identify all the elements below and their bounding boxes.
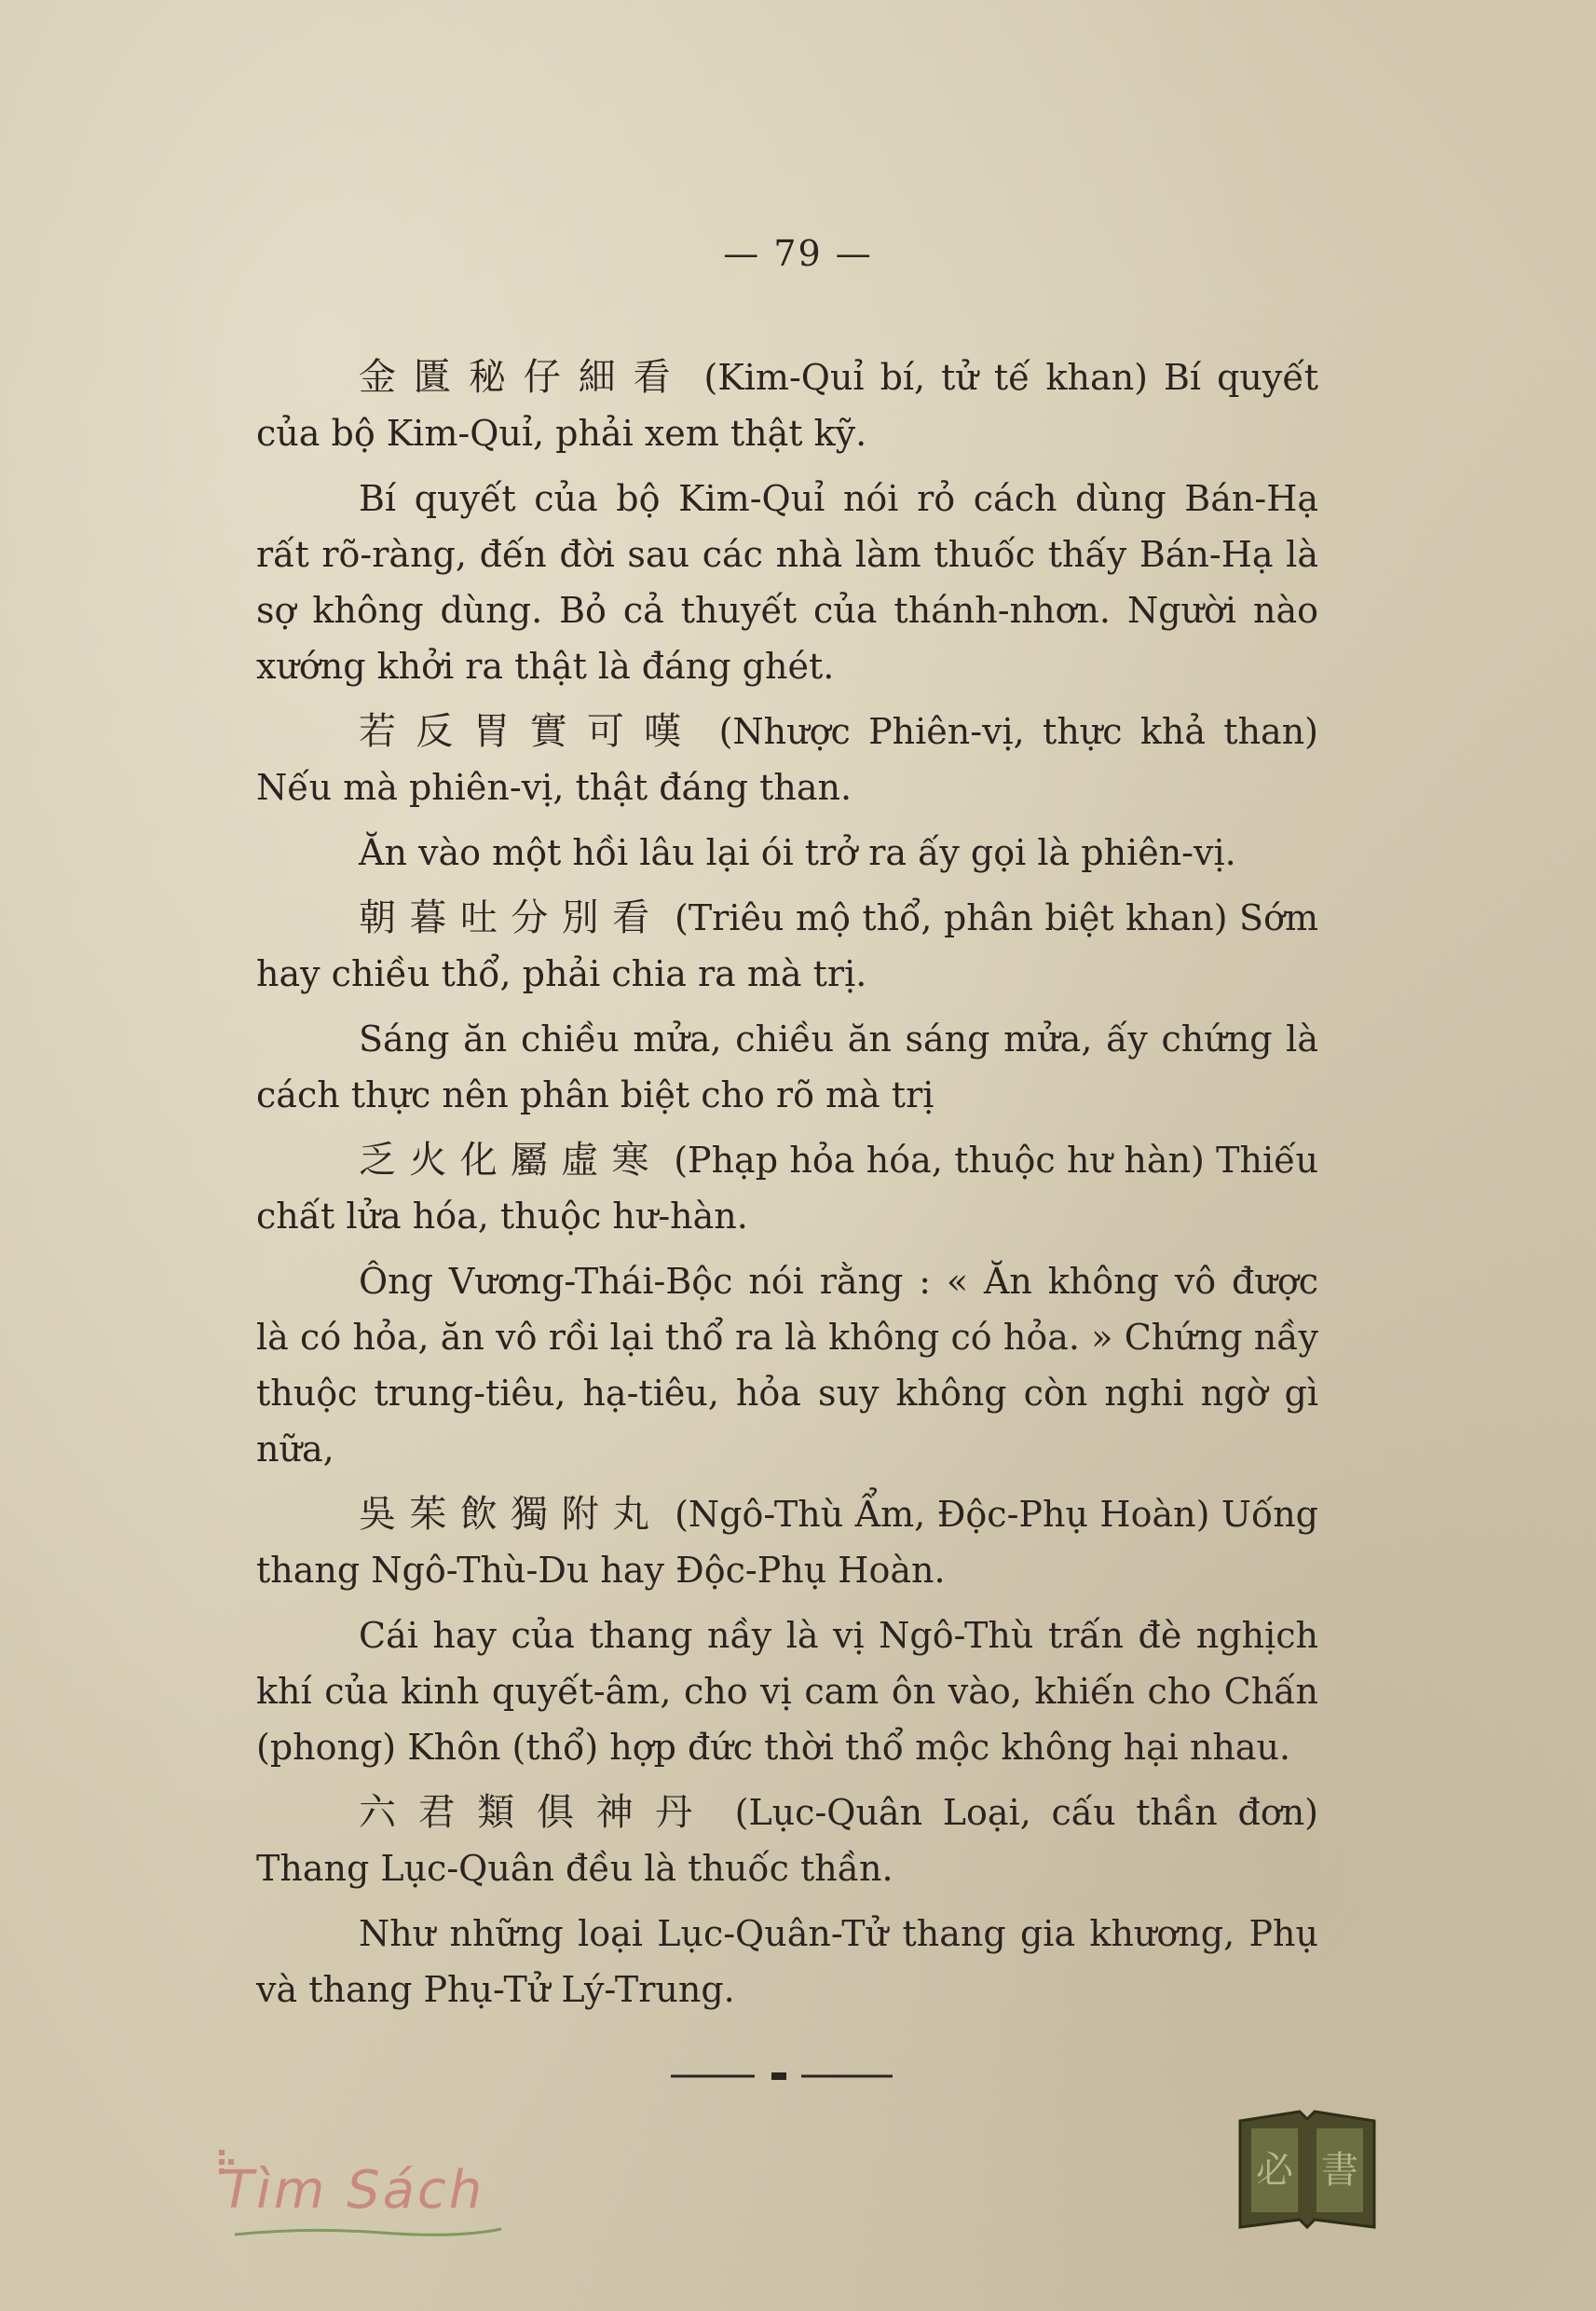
watermark-logo: Tìm Sách bbox=[222, 2160, 485, 2221]
paragraph-3 bbox=[256, 704, 1318, 815]
paragraph-7 bbox=[256, 1132, 1318, 1244]
paragraph-text: (Lục-Quân Loại, cấu thần đơn) Thang Lục-Quân đều là thuốc thần. bbox=[256, 1792, 1319, 1889]
logo-underline bbox=[233, 2222, 503, 2240]
svg-text:必: 必 bbox=[1256, 2149, 1293, 2192]
chinese-verse: 若反胃實可嘆 bbox=[359, 710, 702, 753]
paragraph-text: Cái hay của thang nầy là vị Ngô-Thù trấn đè nghịch khí của kinh quyết-âm, cho vị cam ôn vào, khiến cho Chấn (phong) Khôn (thổ) hợp đức thời thổ mộc không hại nhau. bbox=[256, 1615, 1318, 1768]
page-body bbox=[256, 349, 1318, 2027]
paragraph-text: (Kim-Quỉ bí, tử tế khan) Bí quyết của bộ Kim-Quỉ, phải xem thật kỹ. bbox=[256, 357, 1318, 454]
paragraph-text: (Nhược Phiên-vị, thực khả than) Nếu mà phiên-vị, thật đáng than. bbox=[256, 711, 1318, 808]
chinese-verse: 吳茱飲獨附丸 bbox=[359, 1493, 663, 1536]
paragraph-text: (Ngô-Thù Ẩm, Độc-Phụ Hoàn) Uống thang Ngô-Thù-Du hay Độc-Phụ Hoàn. bbox=[256, 1494, 1318, 1591]
paragraph-text: Sáng ăn chiều mửa, chiều ăn sáng mửa, ấy chứng là cách thực nên phân biệt cho rõ mà trị bbox=[256, 1019, 1318, 1115]
chinese-verse: 六君類俱神丹 bbox=[359, 1791, 715, 1834]
paragraph-11 bbox=[256, 1785, 1318, 1896]
paragraph-text: Bí quyết của bộ Kim-Quỉ nói rỏ cách dùng Bán-Hạ rất rõ-ràng, đến đời sau các nhà làm thuốc thấy Bán-Hạ là sợ không dùng. Bỏ cả thuyết của thánh-nhơn. Người nào xướng khởi ra thật là đáng ghét. bbox=[256, 478, 1318, 687]
paragraph-9 bbox=[256, 1486, 1318, 1598]
paragraph-6 bbox=[256, 1011, 1318, 1123]
paragraph-text: (Phạp hỏa hóa, thuộc hư hàn) Thiếu chất lửa hóa, thuộc hư-hàn. bbox=[256, 1140, 1318, 1237]
paragraph-10 bbox=[256, 1607, 1318, 1775]
paragraph-text: Ông Vương-Thái-Bộc nói rằng : « Ăn không vô được là có hỏa, ăn vô rồi lại thổ ra là không có hỏa. » Chứng nầy thuộc trung-tiêu, hạ-tiêu, hỏa suy không còn nghi ngờ gì nữa, bbox=[256, 1261, 1318, 1470]
paragraph-text: Ăn vào một hồi lâu lại ói trở ra ấy gọi là phiên-vị. bbox=[359, 832, 1236, 873]
section-divider bbox=[671, 2071, 894, 2082]
book-seal-icon bbox=[1233, 2104, 1382, 2235]
paragraph-8 bbox=[256, 1253, 1318, 1477]
paragraph-2 bbox=[256, 471, 1318, 694]
paragraph-4 bbox=[256, 825, 1318, 881]
svg-text:書: 書 bbox=[1321, 2149, 1358, 2192]
paragraph-5 bbox=[256, 890, 1318, 1002]
chinese-verse: 朝暮吐分別看 bbox=[359, 896, 663, 939]
paragraph-text: (Triêu mộ thổ, phân biệt khan) Sớm hay chiều thổ, phải chia ra mà trị. bbox=[256, 897, 1318, 994]
chinese-verse: 金匱秘仔細看 bbox=[359, 356, 689, 399]
chinese-verse: 乏火化屬虛寒 bbox=[359, 1139, 662, 1182]
paragraph-text: Như những loại Lục-Quân-Tử thang gia khương, Phụ và thang Phụ-Tử Lý-Trung. bbox=[256, 1913, 1318, 2010]
page-number: — 79 — bbox=[723, 233, 873, 274]
paragraph-1 bbox=[256, 349, 1318, 461]
paragraph-12 bbox=[256, 1906, 1318, 2017]
